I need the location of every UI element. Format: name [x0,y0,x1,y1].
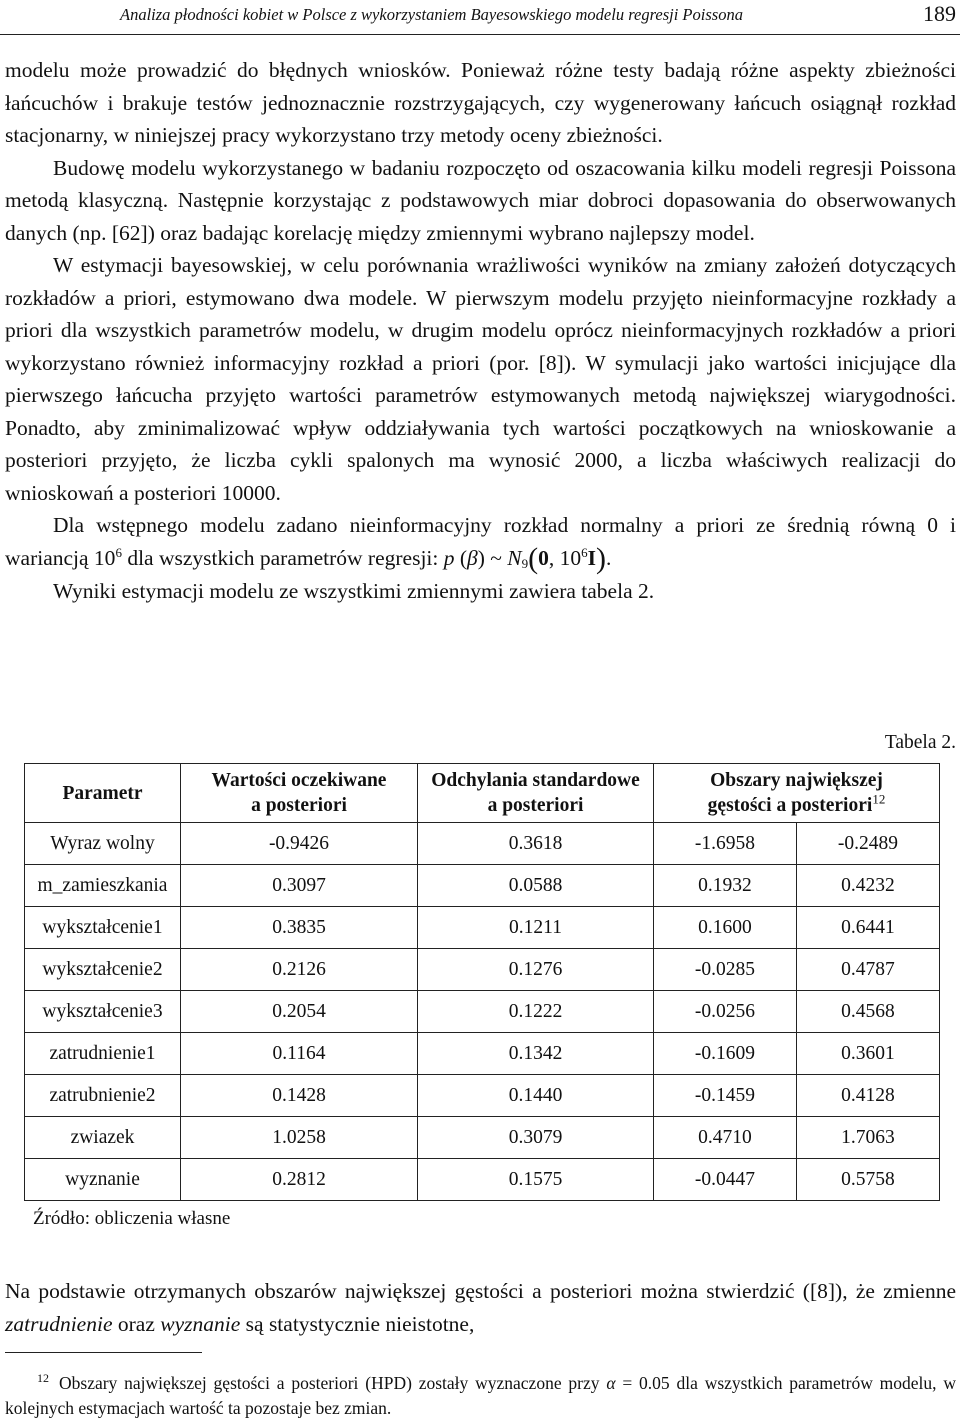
table-source: Źródło: obliczenia własne [33,1208,231,1229]
cell-hpd-lower: 0.1932 [654,865,797,907]
cell-hpd-lower: 0.4710 [654,1117,797,1159]
cell-hpd-lower: -0.1609 [654,1033,797,1075]
formula-p: p [443,545,455,570]
header-sd-line2: a posteriori [487,795,584,816]
header-sd-line1: Odchylania standardowe [431,770,640,791]
cell-sd: 0.0588 [418,865,654,907]
footnote-alpha: α [606,1373,616,1393]
table-row [25,1159,940,1201]
cell-sd: 0.1342 [418,1033,654,1075]
table-row [25,907,940,949]
conclusion-text-3: są statystycznie nieistotne, [240,1312,475,1336]
header-mean [181,764,418,823]
footnote-mark: 12 [37,1371,49,1385]
page-header [0,0,960,35]
cell-mean: 0.1428 [181,1075,418,1117]
prior-text-b: dla wszystkich parametrów regresji: [121,545,444,570]
formula-beta: β [467,545,478,570]
main-text [5,54,956,608]
table-header-row [25,764,940,823]
cell-sd: 0.1575 [418,1159,654,1201]
cell-hpd-upper: 0.6441 [796,907,939,949]
cell-hpd-lower: -1.6958 [654,823,797,865]
cell-sd: 0.3079 [418,1117,654,1159]
conclusion-text-1: Na podstawie otrzymanych obszarów największej gęstości a posteriori można stwierdzić ([8]), że zmienne [5,1279,956,1303]
header-hpd-footnote-mark: 12 [872,791,886,807]
cell-mean: 1.0258 [181,1117,418,1159]
formula-exp6: 6 [581,544,588,560]
cell-sd: 0.1276 [418,949,654,991]
cell-param: wyznanie [25,1159,181,1201]
conclusion-var-zatrudnienie: zatrudnienie [5,1312,113,1336]
cell-hpd-upper: 0.5758 [796,1159,939,1201]
footnote-12 [5,1366,956,1421]
footnote-rule [5,1352,202,1353]
paragraph-prior [5,509,956,575]
cell-hpd-upper: -0.2489 [796,823,939,865]
formula-identity: I [587,545,597,570]
cell-param: zatrubnienie2 [25,1075,181,1117]
table-row [25,823,940,865]
cell-mean: 0.2126 [181,949,418,991]
cell-sd: 0.1440 [418,1075,654,1117]
cell-param: Wyraz wolny [25,823,181,865]
variance-exponent: 6 [115,544,122,560]
paragraph-model-building: Budowę modelu wykorzystanego w badaniu rozpoczęto od oszacowania kilku modeli regresji Poissona metodą klasyczną. Następnie korzystając z podstawowych miar dobroci dopasowania do obserwowanych danych (np. [62]) oraz badając korelację między zmiennymi wybrano najlepszy model. [5,155,956,245]
cell-sd: 0.1211 [418,907,654,949]
footnote-text-1: Obszary największej gęstości a posteriori (HPD) zostały wyznaczone przy [59,1373,607,1393]
formula-comma: , 10 [548,545,582,570]
table-label: Tabela 2. [884,732,956,753]
cell-mean: 0.2812 [181,1159,418,1201]
formula-close: ) ~ [477,545,508,570]
table-row [25,865,940,907]
header-hpd-line1: Obszary największej [710,770,883,791]
header-sd [418,764,654,823]
table-row [25,991,940,1033]
cell-mean: 0.3097 [181,865,418,907]
table-row [25,1117,940,1159]
cell-hpd-upper: 0.4787 [796,949,939,991]
cell-sd: 0.3618 [418,823,654,865]
paragraph-results-intro: Wyniki estymacji modelu ze wszystkimi zmiennymi zawiera tabela 2. [53,579,655,603]
cell-mean: 0.3835 [181,907,418,949]
cell-param: m_zamieszkania [25,865,181,907]
cell-hpd-lower: -0.0256 [654,991,797,1033]
table-row [25,1033,940,1075]
table-row [25,949,940,991]
table-body [25,823,940,1201]
cell-mean: 0.1164 [181,1033,418,1075]
paragraph-convergence: modelu może prowadzić do błędnych wniosków. Ponieważ różne testy badają różne aspekty zbieżności łańcuchów i brakuje testów jednoznacznie rozstrzygających, czy wygenerowany łańcuch osiągnął rozkład stacjonarny, w niniejszej pracy wykorzystano trzy metody oceny zbieżności. [5,58,956,147]
running-title: Analiza płodności kobiet w Polsce z wykorzystaniem Bayesowskiego modelu regresji Poissona [120,5,743,24]
prior-formula: p (β) ~ $N_9(0$, $10^6I$). [443,541,612,575]
cell-param: wykształcenie1 [25,907,181,949]
results-table [24,763,940,1201]
header-hpd [654,764,940,823]
table-row [25,1075,940,1117]
cell-hpd-upper: 0.4568 [796,991,939,1033]
header-param: Parametr [25,764,181,823]
cell-hpd-upper: 0.4128 [796,1075,939,1117]
formula-end: . [606,545,612,570]
header-mean-line1: Wartości oczekiwane [211,770,387,791]
cell-hpd-lower: -0.1459 [654,1075,797,1117]
formula-open: ( [454,545,468,570]
cell-hpd-lower: -0.0285 [654,949,797,991]
cell-sd: 0.1222 [418,991,654,1033]
cell-hpd-upper: 0.3601 [796,1033,939,1075]
cell-hpd-lower: 0.1600 [654,907,797,949]
formula-zero-vector: 0 [538,545,549,570]
cell-param: wykształcenie2 [25,949,181,991]
formula-N: N [507,545,522,570]
cell-hpd-upper: 1.7063 [796,1117,939,1159]
page-number: 189 [923,1,956,26]
prior-text-a: Dla wstępnego modelu zadano nieinformacyjny rozkład normalny a priori ze średnią równą 0 i wariancją 10 [5,513,956,570]
cell-hpd-upper: 0.4232 [796,865,939,907]
cell-mean: 0.2054 [181,991,418,1033]
cell-param: zatrudnienie1 [25,1033,181,1075]
paragraph-bayesian-estimation: W estymacji bayesowskiej, w celu porównania wrażliwości wyników na zmiany założeń dotyczących rozkładów a priori, estymowano dwa modele. W pierwszym modelu przyjęto nieinformacyjne rozkłady a priori dla wszystkich parametrów modelu, w drugim modelu oprócz nieinformacyjnych rozkładów a priori wykorzystano również informacyjny rozkład a priori (por. [8]). W symulacji jako wartości inicjujące dla pierwszego łańcucha przyjęto wartości parametrów estymowanych metodą największej wiarygodności. Ponadto, aby zminimalizować wpływ oddziaływania tych wartości początkowych na wnioskowanie a posteriori przyjęto, że liczba cykli spalonych ma wynosić 2000, a liczba właściwych realizacji do wnioskowań a posteriori 10000. [5,253,956,505]
cell-mean: -0.9426 [181,823,418,865]
cell-hpd-lower: -0.0447 [654,1159,797,1201]
conclusion-text-2: oraz [112,1312,161,1336]
formula-sub9: 9 [521,555,529,571]
paragraph-conclusion [5,1275,956,1341]
footnote-text-2: = 0.05 dla wszystkich parametrów modelu, w kolejnych estymacjach wartość ta pozostaje bez zmian. [5,1373,957,1418]
header-mean-line2: a posteriori [251,795,347,816]
header-hpd-line2: gęstości a posteriori [707,795,873,816]
cell-param: zwiazek [25,1117,181,1159]
cell-param: wykształcenie3 [25,991,181,1033]
conclusion-var-wyznanie: wyznanie [160,1312,241,1336]
